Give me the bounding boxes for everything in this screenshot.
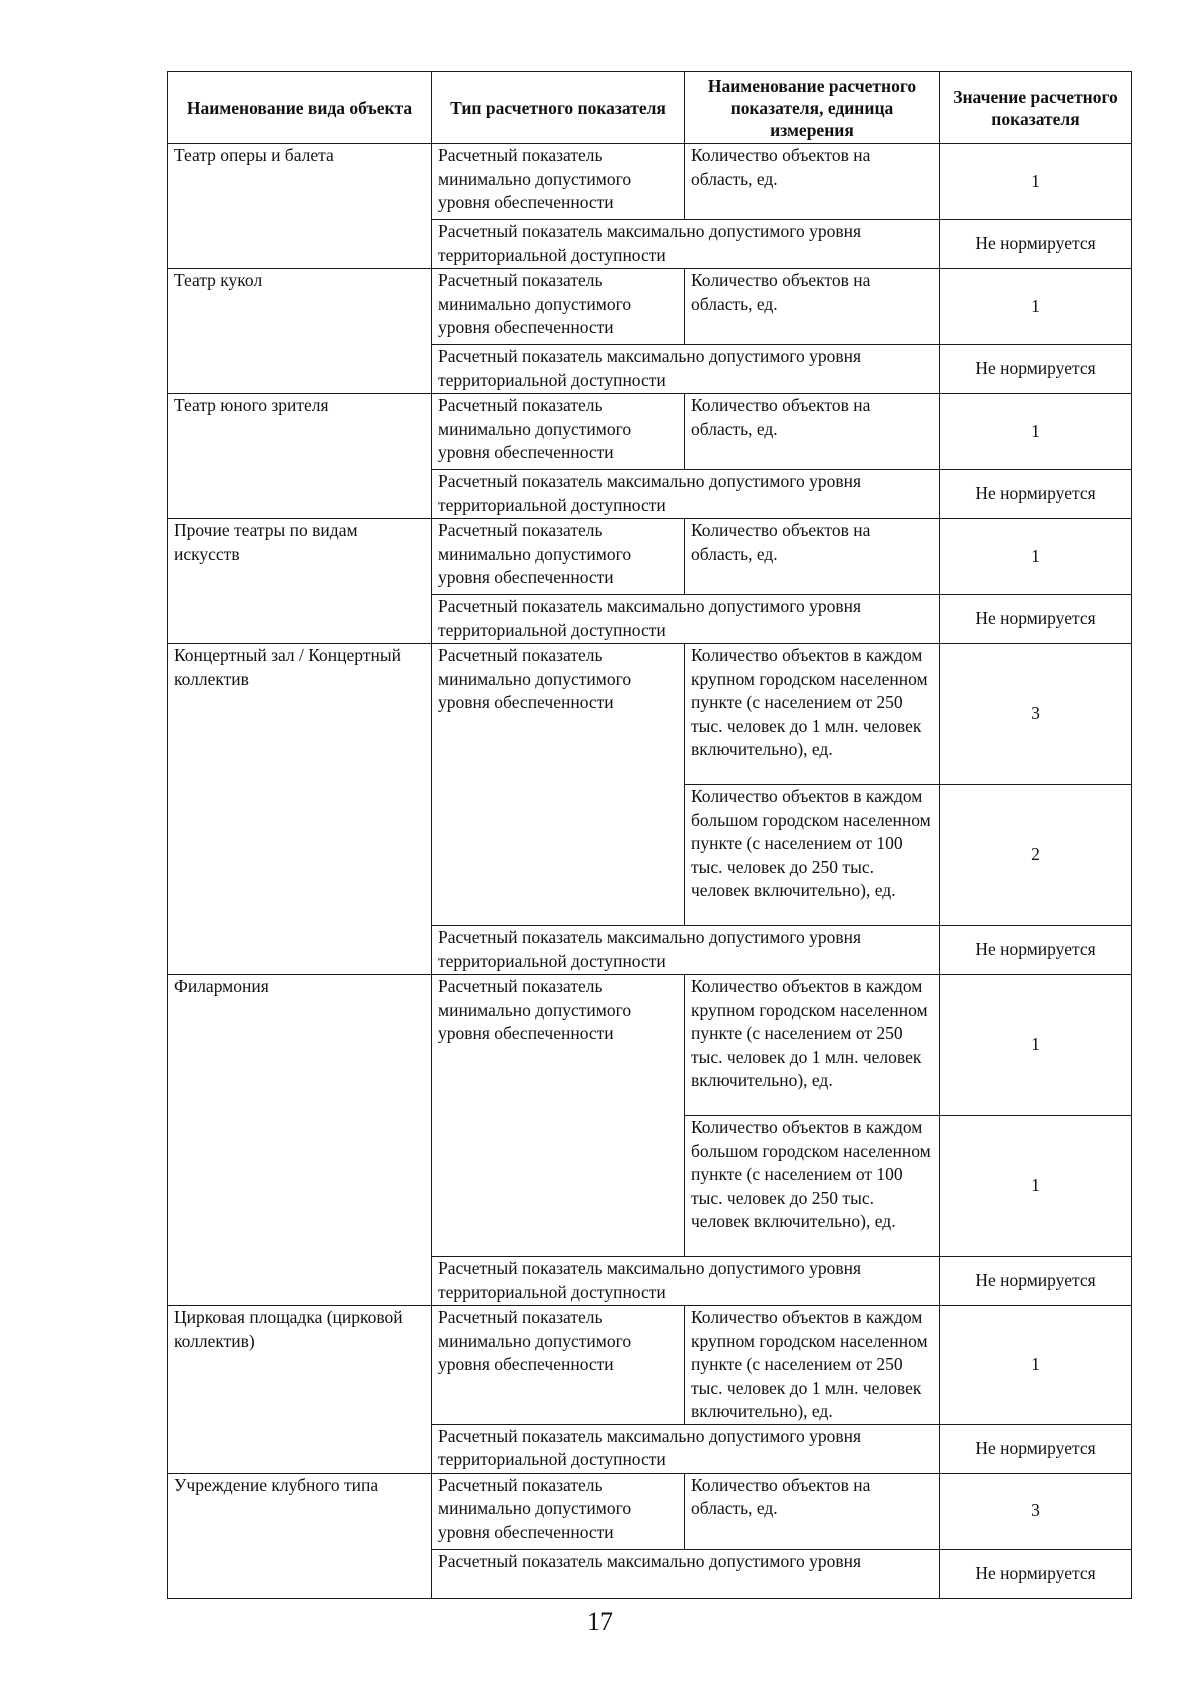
header-indicator-value: Значение расчетного показателя: [940, 72, 1132, 144]
indicator-value-cell: 3: [940, 644, 1132, 785]
access-value-cell: Не нормируется: [940, 1549, 1132, 1598]
page-number: 17: [587, 1607, 613, 1636]
access-indicator-cell: Расчетный показатель максимально допустимого уровня территориальной доступности: [432, 595, 940, 644]
table-row: [168, 644, 1132, 785]
min-indicator-type-cell: Расчетный показатель минимально допустимого уровня обеспеченности: [432, 519, 685, 595]
access-value-cell: Не нормируется: [940, 926, 1132, 975]
header-object-type: Наименование вида объекта: [168, 72, 432, 144]
indicator-name-cell: Количество объектов в каждом большом городском населенном пункте (с населением от 100 тыс. человек до 250 тыс. человек включительно), ед.: [685, 785, 940, 926]
object-type-cell: Филармония: [168, 975, 432, 1306]
indicator-name-cell: Количество объектов в каждом крупном городском населенном пункте (с населением от 250 тыс. человек до 1 млн. человек включительно), ед.: [685, 1306, 940, 1425]
indicator-name-cell: Количество объектов на область, ед.: [685, 394, 940, 470]
min-indicator-type-cell: Расчетный показатель минимально допустимого уровня обеспеченности: [432, 144, 685, 220]
indicator-value-cell: 2: [940, 785, 1132, 926]
header-indicator-name: Наименование расчетного показателя, единица измерения: [685, 72, 940, 144]
min-indicator-type-cell: Расчетный показатель минимально допустимого уровня обеспеченности: [432, 1306, 685, 1425]
access-indicator-cell: Расчетный показатель максимально допустимого уровня территориальной доступности: [432, 220, 940, 269]
table-row: [168, 1306, 1132, 1425]
access-value-cell: Не нормируется: [940, 595, 1132, 644]
min-indicator-type-cell: Расчетный показатель минимально допустимого уровня обеспеченности: [432, 975, 685, 1257]
indicator-name-cell: Количество объектов на область, ед.: [685, 269, 940, 345]
object-type-cell: Театр юного зрителя: [168, 394, 432, 519]
access-indicator-cell: Расчетный показатель максимально допустимого уровня территориальной доступности: [432, 1257, 940, 1306]
indicator-value-cell: 1: [940, 975, 1132, 1116]
indicator-value-cell: 1: [940, 269, 1132, 345]
table-row: [168, 975, 1132, 1116]
object-type-cell: Театр кукол: [168, 269, 432, 394]
access-indicator-cell: Расчетный показатель максимально допустимого уровня территориальной доступности: [432, 926, 940, 975]
indicator-name-cell: Количество объектов в каждом большом городском населенном пункте (с населением от 100 тыс. человек до 250 тыс. человек включительно), ед.: [685, 1116, 940, 1257]
object-type-cell: Концертный зал / Концертный коллектив: [168, 644, 432, 975]
table-body: [168, 144, 1132, 1599]
table-row: [168, 269, 1132, 345]
table-row: [168, 519, 1132, 595]
min-indicator-type-cell: Расчетный показатель минимально допустимого уровня обеспеченности: [432, 644, 685, 926]
access-value-cell: Не нормируется: [940, 220, 1132, 269]
indicator-value-cell: 1: [940, 519, 1132, 595]
access-indicator-cell: Расчетный показатель максимально допустимого уровня территориальной доступности: [432, 345, 940, 394]
access-value-cell: Не нормируется: [940, 1257, 1132, 1306]
access-indicator-cell: Расчетный показатель максимально допустимого уровня территориальной доступности: [432, 1424, 940, 1473]
access-indicator-cell: Расчетный показатель максимально допустимого уровня: [432, 1549, 940, 1598]
table-row: [168, 1473, 1132, 1549]
indicator-value-cell: 1: [940, 394, 1132, 470]
indicator-value-cell: 1: [940, 1116, 1132, 1257]
indicator-name-cell: Количество объектов на область, ед.: [685, 144, 940, 220]
min-indicator-type-cell: Расчетный показатель минимально допустимого уровня обеспеченности: [432, 269, 685, 345]
access-value-cell: Не нормируется: [940, 470, 1132, 519]
indicator-value-cell: 3: [940, 1473, 1132, 1549]
indicator-name-cell: Количество объектов в каждом крупном городском населенном пункте (с населением от 250 тыс. человек до 1 млн. человек включительно), ед.: [685, 975, 940, 1116]
indicator-name-cell: Количество объектов на область, ед.: [685, 1473, 940, 1549]
access-indicator-cell: Расчетный показатель максимально допустимого уровня территориальной доступности: [432, 470, 940, 519]
indicator-name-cell: Количество объектов на область, ед.: [685, 519, 940, 595]
header-row: [168, 72, 1132, 144]
object-type-cell: Театр оперы и балета: [168, 144, 432, 269]
min-indicator-type-cell: Расчетный показатель минимально допустимого уровня обеспеченности: [432, 1473, 685, 1549]
indicator-name-cell: Количество объектов в каждом крупном городском населенном пункте (с населением от 250 тыс. человек до 1 млн. человек включительно), ед.: [685, 644, 940, 785]
access-value-cell: Не нормируется: [940, 345, 1132, 394]
object-type-cell: Учреждение клубного типа: [168, 1473, 432, 1598]
object-type-cell: Прочие театры по видам искусств: [168, 519, 432, 644]
table-row: [168, 394, 1132, 470]
standards-table: [167, 71, 1132, 1599]
indicator-value-cell: 1: [940, 1306, 1132, 1425]
table-row: [168, 144, 1132, 220]
header-indicator-type: Тип расчетного показателя: [432, 72, 685, 144]
min-indicator-type-cell: Расчетный показатель минимально допустимого уровня обеспеченности: [432, 394, 685, 470]
object-type-cell: Цирковая площадка (цирковой коллектив): [168, 1306, 432, 1474]
access-value-cell: Не нормируется: [940, 1424, 1132, 1473]
indicator-value-cell: 1: [940, 144, 1132, 220]
